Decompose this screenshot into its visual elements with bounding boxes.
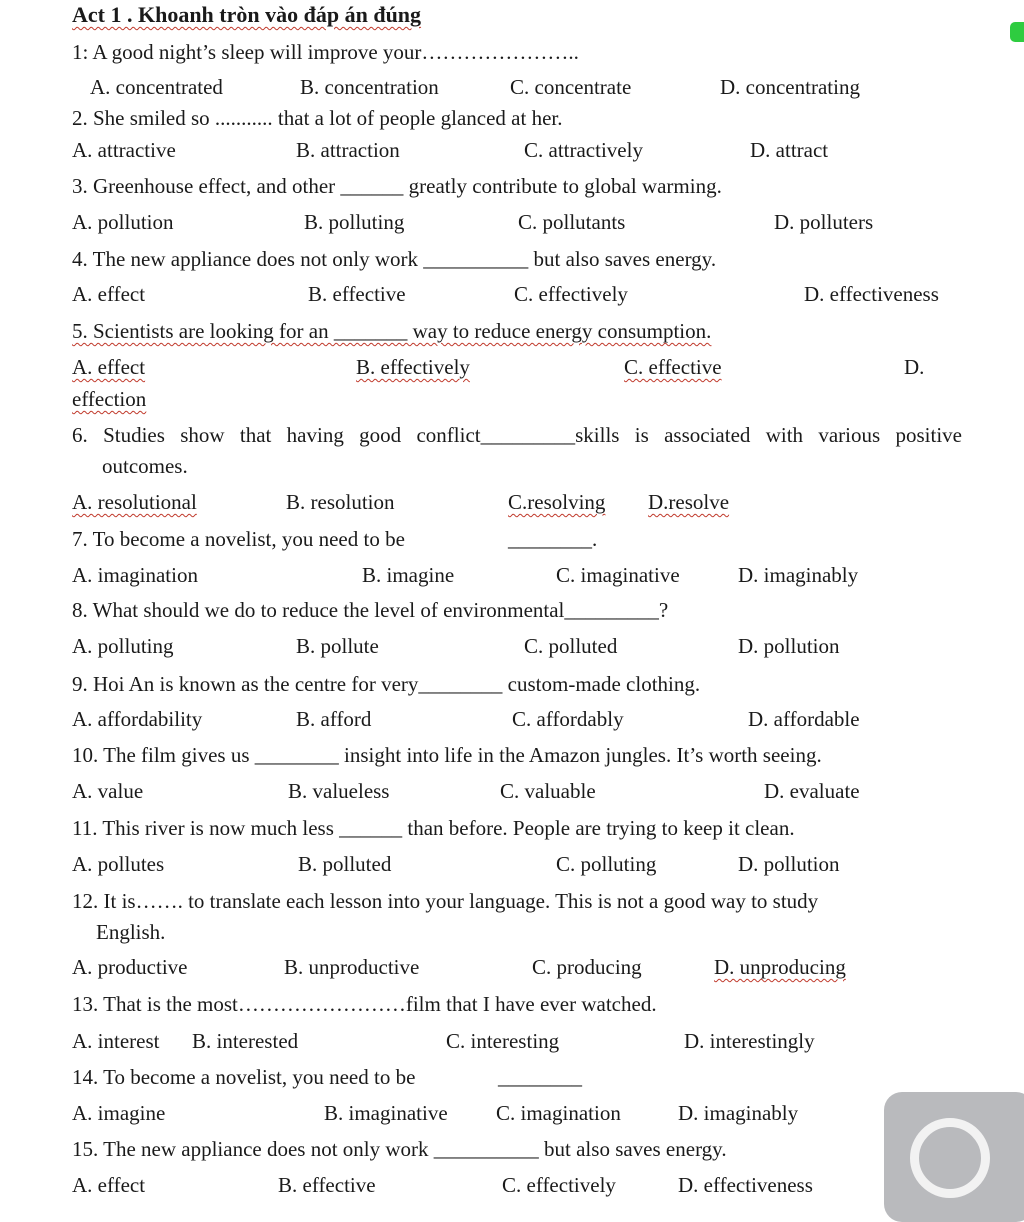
q6-option-b[interactable]: B. resolution bbox=[286, 490, 395, 514]
q15-option-b[interactable]: B. effective bbox=[278, 1173, 376, 1197]
q10-option-d[interactable]: D. evaluate bbox=[764, 779, 860, 803]
q1-option-a[interactable]: A. concentrated bbox=[90, 75, 223, 99]
q6-option-d[interactable]: D.resolve bbox=[648, 490, 730, 514]
q7-option-b[interactable]: B. imagine bbox=[362, 563, 455, 587]
q3-option-c[interactable]: C. pollutants bbox=[518, 210, 626, 234]
q4-option-b[interactable]: B. effective bbox=[308, 282, 406, 306]
page-title: Act 1 . Khoanh tròn vào đáp án đúng bbox=[72, 2, 422, 27]
q5-option-c[interactable]: C. effective bbox=[624, 355, 722, 379]
q8-option-b[interactable]: B. pollute bbox=[296, 634, 379, 658]
question-13: 13. That is the most……………………film that I have ever watched. bbox=[72, 992, 657, 1016]
q5-option-d-wrap[interactable]: effection bbox=[72, 387, 147, 411]
q12-option-d[interactable]: D. unproducing bbox=[714, 955, 846, 979]
q1-option-c[interactable]: C. concentrate bbox=[510, 75, 632, 99]
q11-option-b[interactable]: B. polluted bbox=[298, 852, 392, 876]
q3-option-d[interactable]: D. polluters bbox=[774, 210, 874, 234]
question-3: 3. Greenhouse effect, and other ______ greatly contribute to global warming. bbox=[72, 174, 722, 198]
q9-option-d[interactable]: D. affordable bbox=[748, 707, 860, 731]
q15-option-c[interactable]: C. effectively bbox=[502, 1173, 616, 1197]
question-6: 6. Studies show that having good conflict_________skills is associated with various positive bbox=[72, 423, 962, 447]
q10-option-a[interactable]: A. value bbox=[72, 779, 144, 803]
q1-option-b[interactable]: B. concentration bbox=[300, 75, 439, 99]
q2-option-a[interactable]: A. attractive bbox=[72, 138, 176, 162]
green-corner-tab[interactable] bbox=[1010, 22, 1024, 42]
q2-option-b[interactable]: B. attraction bbox=[296, 138, 400, 162]
q12-option-c[interactable]: C. producing bbox=[532, 955, 642, 979]
q9-option-c[interactable]: C. affordably bbox=[512, 707, 624, 731]
question-1: 1: A good night’s sleep will improve your………………….. bbox=[72, 40, 579, 64]
question-14: 14. To become a novelist, you need to be bbox=[72, 1065, 416, 1089]
question-5: 5. Scientists are looking for an _______ way to reduce energy consumption. bbox=[72, 319, 712, 343]
question-12-cont: English. bbox=[96, 920, 166, 944]
q12-option-a[interactable]: A. productive bbox=[72, 955, 188, 979]
q6-option-a[interactable]: A. resolutional bbox=[72, 490, 197, 514]
question-14-blank: ________ bbox=[498, 1065, 582, 1089]
q11-option-a[interactable]: A. pollutes bbox=[72, 852, 165, 876]
question-6-cont: outcomes. bbox=[102, 454, 188, 478]
q11-option-c[interactable]: C. polluting bbox=[556, 852, 657, 876]
q13-option-d[interactable]: D. interestingly bbox=[684, 1029, 815, 1053]
circle-ring-icon[interactable] bbox=[910, 1118, 990, 1198]
question-7: 7. To become a novelist, you need to be bbox=[72, 527, 405, 551]
q5-option-a[interactable]: A. effect bbox=[72, 355, 146, 379]
q3-option-b[interactable]: B. polluting bbox=[304, 210, 405, 234]
question-4: 4. The new appliance does not only work __________ but also saves energy. bbox=[72, 247, 717, 271]
q3-option-a[interactable]: A. pollution bbox=[72, 210, 174, 234]
q13-option-c[interactable]: C. interesting bbox=[446, 1029, 560, 1053]
q8-option-a[interactable]: A. polluting bbox=[72, 634, 174, 658]
q14-option-d[interactable]: D. imaginably bbox=[678, 1101, 799, 1125]
q2-option-d[interactable]: D. attract bbox=[750, 138, 829, 162]
q4-option-a[interactable]: A. effect bbox=[72, 282, 146, 306]
question-2: 2. She smiled so ........... that a lot of people glanced at her. bbox=[72, 106, 563, 130]
question-15: 15. The new appliance does not only work __________ but also saves energy. bbox=[72, 1137, 727, 1161]
q14-option-a[interactable]: A. imagine bbox=[72, 1101, 166, 1125]
question-11: 11. This river is now much less ______ than before. People are trying to keep it clean. bbox=[72, 816, 795, 840]
q12-option-b[interactable]: B. unproductive bbox=[284, 955, 420, 979]
q13-option-a[interactable]: A. interest bbox=[72, 1029, 160, 1053]
q8-option-d[interactable]: D. pollution bbox=[738, 634, 840, 658]
q4-option-c[interactable]: C. effectively bbox=[514, 282, 628, 306]
q5-option-b[interactable]: B. effectively bbox=[356, 355, 470, 379]
q14-option-b[interactable]: B. imaginative bbox=[324, 1101, 448, 1125]
q11-option-d[interactable]: D. pollution bbox=[738, 852, 840, 876]
q5-option-d[interactable]: D. bbox=[904, 355, 925, 379]
q8-option-c[interactable]: C. polluted bbox=[524, 634, 618, 658]
q15-option-a[interactable]: A. effect bbox=[72, 1173, 146, 1197]
q10-option-b[interactable]: B. valueless bbox=[288, 779, 390, 803]
q10-option-c[interactable]: C. valuable bbox=[500, 779, 596, 803]
q4-option-d[interactable]: D. effectiveness bbox=[804, 282, 939, 306]
q14-option-c[interactable]: C. imagination bbox=[496, 1101, 621, 1125]
q13-option-b[interactable]: B. interested bbox=[192, 1029, 299, 1053]
question-12: 12. It is……. to translate each lesson into your language. This is not a good way to study bbox=[72, 889, 819, 913]
q7-option-d[interactable]: D. imaginably bbox=[738, 563, 859, 587]
q6-option-c[interactable]: C.resolving bbox=[508, 490, 606, 514]
q15-option-d[interactable]: D. effectiveness bbox=[678, 1173, 813, 1197]
q9-option-a[interactable]: A. affordability bbox=[72, 707, 203, 731]
question-7-blank: ________. bbox=[508, 527, 598, 551]
q7-option-c[interactable]: C. imaginative bbox=[556, 563, 680, 587]
q7-option-a[interactable]: A. imagination bbox=[72, 563, 198, 587]
question-9: 9. Hoi An is known as the centre for very________ custom-made clothing. bbox=[72, 672, 701, 696]
q9-option-b[interactable]: B. afford bbox=[296, 707, 372, 731]
q1-option-d[interactable]: D. concentrating bbox=[720, 75, 860, 99]
q2-option-c[interactable]: C. attractively bbox=[524, 138, 643, 162]
question-10: 10. The film gives us ________ insight into life in the Amazon jungles. It’s worth seeing. bbox=[72, 743, 822, 767]
question-8: 8. What should we do to reduce the level of environmental_________? bbox=[72, 598, 669, 622]
